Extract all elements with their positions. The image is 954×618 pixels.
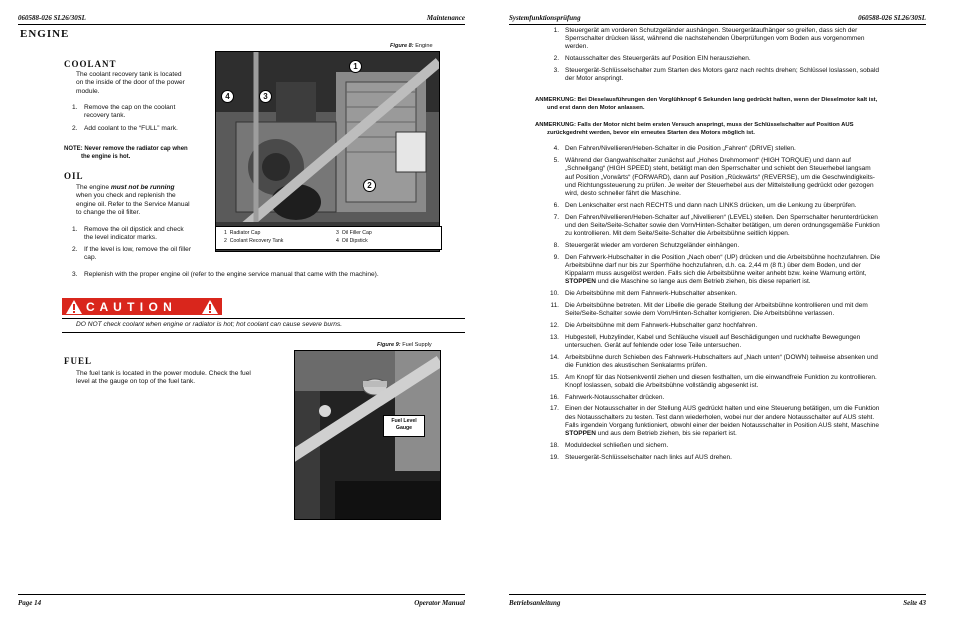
figure8-legend bbox=[215, 226, 442, 250]
coolant-body: The coolant recovery tank is located on the inside of the door of the power module. bbox=[76, 71, 185, 95]
step-line: Sperrschalter drücken lässt, während die nachstehenden Überprüfungen vom Boden aus vorgenommen bbox=[565, 35, 865, 43]
step-number: 5. bbox=[553, 157, 559, 165]
coolant-title: COOLANT bbox=[64, 59, 117, 69]
engine-illustration bbox=[216, 52, 439, 251]
step-line: Kippalarm muss ausgelöst werden. Falls sich die Arbeitsbühne weiter anhebt bzw. keine Warnung ertönt, bbox=[565, 269, 867, 277]
callout-3: 3 bbox=[259, 90, 272, 103]
step-line: Die Arbeitsbühne betreten. Mit der Libelle die gerade Stellung der Arbeitsbühne kontrollieren und mit dem bbox=[565, 301, 868, 309]
step-number: 2. bbox=[553, 55, 559, 63]
step-line: Fahrwerk-Notausschalter drücken. bbox=[565, 393, 665, 401]
step-line: Den Fahren/Nivellieren/Heben-Schalter auf „Nivellieren“ (LEVEL) stellen. Den Sperrschalter herunterdrücken bbox=[565, 213, 878, 221]
step-line: des Notausschalters zu testen. Test dann wiederholen, wobei nur der andere Notausschalter auf AUS steht. bbox=[565, 413, 875, 421]
legend-item-3: 3 Oil Filler Cap bbox=[336, 230, 372, 236]
coolant-steps bbox=[72, 104, 212, 133]
engine-photo bbox=[215, 51, 440, 252]
step-number: 9. bbox=[553, 253, 559, 261]
step-number: 14. bbox=[549, 353, 559, 361]
step-number: 3. bbox=[553, 67, 559, 74]
caution-text: DO NOT check coolant when engine or radiator is hot; hot coolant can cause severe burns. bbox=[76, 321, 343, 328]
step-line: Die Arbeitsbühne mit dem Fahrwerk-Hubschalter absenken. bbox=[565, 290, 737, 297]
note-line: und erst dann den Motor anlassen. bbox=[547, 104, 645, 111]
note-line: zurückgedreht werden, bevor ein erneutes Starten des Motors möglich ist. bbox=[547, 129, 755, 136]
header-right: 060588-026 SL26/30SL bbox=[858, 14, 926, 22]
step-number: 17. bbox=[549, 405, 559, 413]
caution-rule-bottom bbox=[62, 332, 465, 333]
step-line: wird, desto schneller fährt die Maschine. bbox=[565, 189, 681, 197]
header-rule bbox=[509, 24, 926, 25]
oil-title: OIL bbox=[64, 171, 84, 181]
step-line: Während der Gangwahlschalter zunächst auf „Hohes Drehmoment“ (HIGH TORQUE) und dann auf bbox=[565, 157, 851, 165]
step-line: und den Seite/Seite-Schalter sowie den Vorn/Hinten-Schalter betätigen, um deren ordnungsgemäße Funktion bbox=[565, 221, 880, 229]
section-title: ENGINE bbox=[20, 28, 70, 40]
note-line: ANMERKUNG: Falls der Motor nicht beim ersten Versuch anspringt, muss der Schlüsselschalter auf Position AUS bbox=[535, 122, 854, 129]
step-number: 12. bbox=[549, 321, 559, 329]
footer-right: Operator Manual bbox=[414, 599, 465, 607]
oil-step-3: 3. Replenish with the proper engine oil (refer to the engine service manual that came with the machine). bbox=[72, 271, 379, 278]
step-number: 18. bbox=[549, 441, 559, 449]
footer-rule bbox=[18, 594, 465, 595]
step-line: Steuergerät am vorderen Schutzgeländer aushängen. Steuergerätaufhänger so greifen, dass sich der bbox=[565, 27, 858, 34]
step-number: 6. bbox=[553, 201, 559, 209]
legend-item-2: 2 Coolant Recovery Tank bbox=[224, 238, 284, 244]
step-number: 19. bbox=[549, 453, 559, 461]
header-left: Systemfunktionsprüfung bbox=[509, 14, 581, 22]
step-number: 11. bbox=[550, 301, 559, 309]
header-left: 060588-026 SL26/30SL bbox=[18, 14, 86, 22]
step-line: STOPPEN und die Maschine so lange aus dem Betrieb ziehen, bis diese repariert ist. bbox=[565, 278, 811, 286]
step-line: Arbeitsbühne durch Schieben des Fahrwerk-Hubschalters auf „Nach unten“ (DOWN) teilweise absenken und bbox=[565, 353, 878, 361]
coolant-step: 1. Remove the cap on the coolant recovery tank. bbox=[72, 104, 176, 120]
step-line: zu kontrollieren. Mit dem Seite/Seite-Schalter die Arbeitsbühne seitlich kippen. bbox=[565, 229, 790, 237]
footer-left: Betriebsanleitung bbox=[509, 599, 561, 607]
step-line: Arbeitsbühne darf nur bis zur Sperrhöhe hochzufahren, d.h. ca. 2,44 m (8 ft.) über dem Boden, und der bbox=[565, 261, 861, 269]
note-line: ANMERKUNG: Bei Dieselausführungen den Vorglühknopf 6 Sekunden lang gedrückt halten, wenn der Dieselmotor kalt ist, bbox=[535, 97, 878, 103]
caution-rule-top bbox=[62, 318, 465, 319]
caution-label: C A U T I O N bbox=[86, 300, 173, 314]
legend-item-4: 4 Oil Dipstick bbox=[336, 238, 368, 244]
step-number: 13. bbox=[549, 333, 559, 341]
step-line: auf Position „Vorwärts“ (FORWARD), dann auf Position „Rückwärts“ (REVERSE), um die Geschwindigkeits- bbox=[565, 173, 875, 181]
right-page bbox=[477, 0, 954, 618]
step-line: und Richtungssteuerung zu prüfen. Je weiter der Steuerhebel aus der Mittelstellung gedrückt oder gezogen bbox=[565, 181, 874, 189]
fuel-title: FUEL bbox=[64, 356, 93, 366]
step-line: Seite/Seite-Schalter sowie dem Vorn/Hinten-Schalter korrigieren. Die Arbeitsbühne verlassen. bbox=[565, 309, 835, 317]
warning-triangle-icon bbox=[202, 300, 218, 314]
step-line: Steuergerät-Schlüsselschalter zum Starten des Motors ganz nach rechts drehen; Schlüssel loslassen, sobald bbox=[565, 67, 879, 74]
step-number: 15. bbox=[549, 373, 559, 381]
footer-right: Seite 43 bbox=[903, 599, 926, 607]
oil-step: 2. If the level is low, remove the oil filler cap. bbox=[72, 245, 192, 262]
step-line: Die Arbeitsbühne mit dem Fahrwerk-Hubschalter ganz hochfahren. bbox=[565, 321, 758, 329]
step-line: Moduldeckel schließen und sichern. bbox=[565, 441, 669, 449]
header-rule bbox=[18, 24, 465, 25]
step-line: Hubgestell, Hubzylinder, Kabel und Schläuche visuell auf Beschädigungen und ruckhafte Bewegungen bbox=[565, 333, 861, 341]
oil-steps bbox=[72, 226, 217, 263]
oil-step: 1. Remove the oil dipstick and check the level indicator marks. bbox=[72, 226, 184, 242]
step-line: Steuergerät-Schlüsselschalter nach links auf AUS drehen. bbox=[565, 453, 732, 461]
step-number: 7. bbox=[553, 213, 559, 221]
fuel-supply-photo bbox=[294, 350, 441, 520]
warning-triangle-icon bbox=[66, 300, 82, 314]
step-line: Den Fahrwerk-Hubschalter in die Position „Nach oben“ (UP) drücken und die Arbeitsbühne hochzufahren. Die bbox=[565, 253, 881, 261]
step-number: 8. bbox=[553, 241, 559, 249]
step-number: 16. bbox=[549, 393, 559, 401]
step-number: 10. bbox=[549, 290, 559, 297]
step-line: STOPPEN und aus dem Betrieb ziehen, bis sie repariert ist. bbox=[565, 429, 737, 437]
step-line: Am Knopf für das Notsenkventil ziehen und diesen festhalten, um die einwandfreie Funktion zu kontrollieren. bbox=[565, 373, 877, 381]
header-right: Maintenance bbox=[426, 14, 465, 22]
note: NOTE: Never remove the radiator cap when the engine is hot. bbox=[64, 146, 188, 160]
coolant-step: 2. Add coolant to the “FULL” mark. bbox=[72, 124, 178, 132]
callout-1: 1 bbox=[349, 60, 362, 73]
step-line: der Motor anspringt. bbox=[565, 75, 624, 83]
fuel-gauge-label: Fuel Level Gauge bbox=[383, 415, 425, 437]
callout-4: 4 bbox=[221, 90, 234, 103]
step-line: Knopf loslassen, sobald die Arbeitsbühne vollständig abgesenkt ist. bbox=[565, 381, 759, 389]
footer-rule bbox=[509, 594, 926, 595]
step-line: Den Lenkschalter erst nach RECHTS und dann nach LINKS drücken, um die Lenkung zu überprüfen. bbox=[565, 201, 857, 209]
step-line: Falls irgendein Vorgang funktioniert, obwohl einer der beiden Notausschalter in Position AUS steht, Maschine bbox=[565, 421, 879, 429]
step-line: Notausschalter des Steuergeräts auf Position EIN herausziehen. bbox=[565, 55, 751, 63]
caution-banner bbox=[62, 298, 222, 315]
callout-2: 2 bbox=[363, 179, 376, 192]
step-number: 4. bbox=[553, 145, 559, 153]
legend-item-1: 1 Radiator Cap bbox=[224, 230, 261, 236]
footer-left: Page 14 bbox=[18, 599, 42, 607]
step-line: Den Fahren/Nivellieren/Heben-Schalter in die Position „Fahren“ (DRIVE) stellen. bbox=[565, 145, 796, 153]
oil-body: The engine must not be running when you check and replenish the engine oil. Refer to the Service Manual to change the oil filter. bbox=[76, 184, 190, 217]
step-line: Steuergerät wieder am vorderen Schutzgeländer einhängen. bbox=[565, 241, 740, 249]
step-line: untersuchen. Gerät auf fehlende oder lose Teile untersuchen. bbox=[565, 341, 742, 349]
step-line: die Funktion des akustischen Senkalarms prüfen. bbox=[565, 361, 707, 369]
step-line: Einen der Notausschalter in der Stellung AUS gedrückt halten und eine Steuerung betätigen, um die Funktion bbox=[565, 405, 880, 413]
step-number: 1. bbox=[553, 27, 559, 34]
step-line: werden. bbox=[565, 43, 589, 51]
figure9-caption: Figure 9: Fuel Supply bbox=[377, 342, 432, 348]
figure8-caption: Figure 8: Engine bbox=[390, 43, 433, 49]
fuel-body: The fuel tank is located in the power module. Check the fuel level at the gauge on top of the fuel tank. bbox=[76, 370, 251, 386]
step-line: „Schnellgang“ (HIGH SPEED) steht, betätigt man den Sperrschalter und schiebt den Steuerhebel langsam bbox=[565, 165, 871, 173]
